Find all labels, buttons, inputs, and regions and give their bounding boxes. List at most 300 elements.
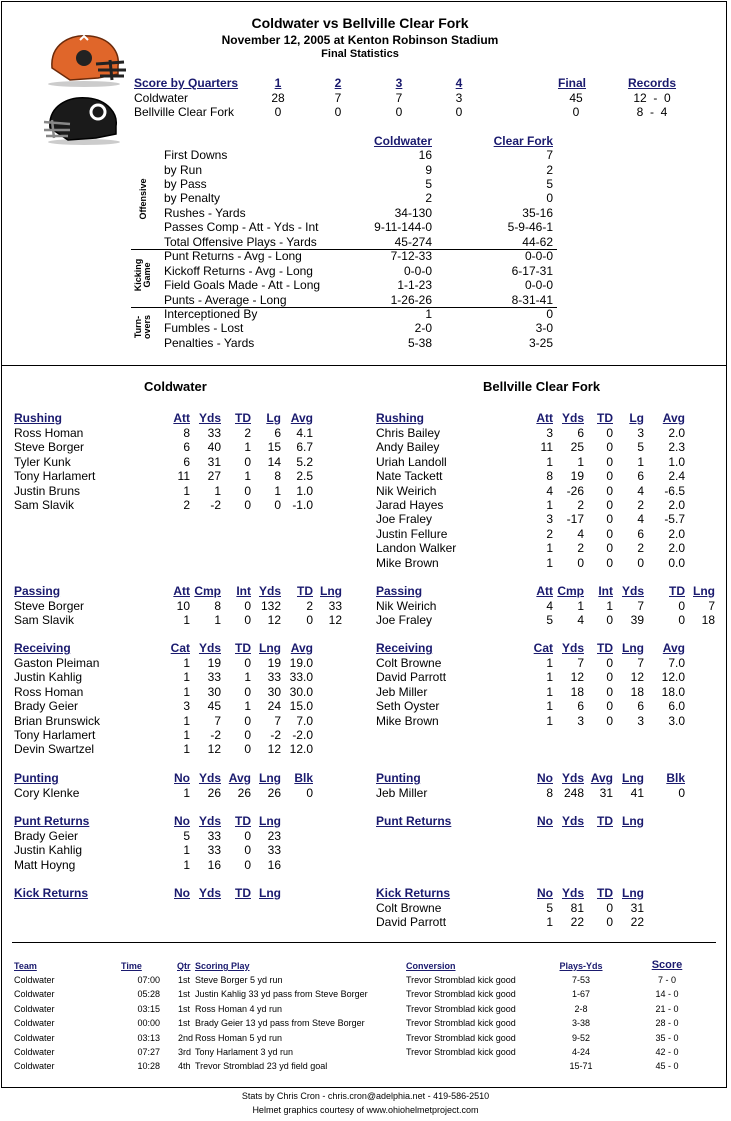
stat-value: 33	[207, 843, 221, 858]
player-name: Brian Brunswick	[14, 713, 101, 728]
scoring-plays-yds: 4-24	[571, 1047, 590, 1057]
coldwater-stat-value: 1	[425, 307, 432, 321]
coldwater-stat-value: 1-26-26	[390, 293, 432, 307]
clearfork-stat-value: 0	[546, 191, 553, 205]
stat-value: 1	[183, 483, 190, 498]
stat-value: 2	[183, 498, 190, 512]
passing-col-header: Int	[598, 584, 613, 598]
receiving-header: Receiving	[14, 641, 71, 655]
q4-header: 4	[455, 76, 463, 90]
stat-value: 0	[244, 599, 251, 613]
punt-returns-col-header: TD	[597, 814, 613, 828]
punt-returns-col-header: Yds	[561, 814, 584, 828]
stat-value: 0	[606, 512, 613, 527]
passing-col-header: Lng	[693, 584, 715, 598]
stat-value: 0	[274, 498, 281, 512]
stat-value: 0	[244, 829, 251, 843]
team-stat-label: Punt Returns - Avg - Long	[164, 249, 302, 263]
scoring-score: 35 - 0	[655, 1032, 679, 1043]
stat-value: 7	[577, 656, 584, 670]
q2-header: 2	[334, 76, 342, 90]
scoring-play-header: Scoring Play	[195, 961, 250, 971]
stat-value: 1	[546, 915, 553, 930]
rushing-col-header: Att	[536, 411, 553, 425]
stat-value: 33	[207, 670, 221, 685]
stat-value: 26	[237, 786, 251, 800]
punting-col-header: No	[174, 771, 190, 785]
stat-value: 5	[546, 901, 553, 915]
player-name: Mike Brown	[376, 713, 439, 728]
stat-value: 132	[260, 599, 281, 613]
scoring-play: Trevor Stromblad 23 yd field goal	[195, 1061, 328, 1072]
punting-col-header: Blk	[666, 771, 685, 785]
stat-value: 1	[183, 843, 190, 858]
scoring-qtr: 1st	[178, 1018, 191, 1029]
stat-value: 1	[183, 857, 190, 872]
kick-returns-col-header: Lng	[622, 886, 644, 900]
team-stat-label: Passes Comp - Att - Yds - Int	[164, 220, 319, 234]
stat-value: 31	[207, 454, 221, 469]
stat-value: 8	[274, 469, 281, 484]
stat-value: 14	[267, 454, 281, 469]
scoring-divider	[12, 942, 716, 943]
receiving-col-header: Avg	[662, 641, 685, 655]
player-name: Jeb Miller	[376, 786, 428, 800]
player-name: Brady Geier	[14, 829, 79, 843]
stat-value: 12	[207, 742, 221, 757]
stat-value: 3	[546, 512, 553, 527]
punt-returns-col-header: Yds	[198, 814, 221, 828]
scoring-conversion: Trevor Stromblad kick good	[406, 1003, 516, 1014]
stat-value: 1	[577, 599, 584, 613]
kick-returns-col-header: TD	[597, 886, 613, 900]
scoring-play: Ross Homan 4 yd run	[195, 1003, 283, 1014]
player-name: Cory Klenke	[14, 786, 80, 800]
stat-value: 1	[546, 656, 553, 670]
stat-value: 15	[267, 440, 281, 455]
stat-value: 0	[244, 857, 251, 872]
stat-value: 39	[630, 613, 644, 628]
stat-value: 2	[577, 541, 584, 556]
rushing-header: Rushing	[376, 411, 424, 425]
scoring-score: 14 - 0	[655, 989, 679, 1000]
stat-value: -2	[270, 728, 281, 742]
kick-returns-col-header: Yds	[561, 886, 584, 900]
scoring-plays-yds: 3-38	[571, 1018, 590, 1029]
player-name: David Parrott	[376, 670, 447, 685]
stat-value: 4	[637, 483, 644, 498]
stat-value: -26	[566, 483, 584, 498]
scoring-plays-yds: 15-71	[569, 1061, 593, 1072]
stat-value: 22	[570, 915, 584, 930]
stat-value: 248	[563, 786, 584, 800]
stat-value: 6	[637, 699, 644, 714]
player-name: Sam Slavik	[14, 613, 75, 628]
stat-value: 1	[546, 454, 553, 469]
stat-value: 0	[606, 555, 613, 570]
stat-value: 2	[637, 541, 644, 556]
right-team-title: Bellville Clear Fork	[483, 379, 601, 394]
passing-col-header: Cmp	[194, 584, 221, 598]
stat-value: 0	[606, 526, 613, 541]
player-name: Brady Geier	[14, 699, 79, 714]
scoring-qtr: 1st	[178, 975, 191, 985]
stat-value: 0	[244, 684, 251, 699]
stat-value: 7	[637, 656, 644, 670]
scoring-time: 07:00	[137, 975, 160, 985]
stat-value: 23	[267, 829, 281, 843]
scoring-qtr-header: Qtr	[177, 961, 191, 971]
receiving-col-header: Lng	[622, 641, 644, 655]
punting-col-header: Lng	[622, 771, 644, 785]
stat-value: -2.0	[292, 728, 313, 742]
score-team-name: Coldwater	[134, 91, 189, 105]
stat-value: 6	[274, 426, 281, 440]
scoring-score: 21 - 0	[655, 1003, 679, 1014]
stat-value: 1	[546, 684, 553, 699]
coldwater-stat-value: 34-130	[394, 206, 432, 220]
stat-value: 6	[183, 454, 190, 469]
scoring-team: Coldwater	[14, 989, 55, 1000]
scoring-conversion-header: Conversion	[406, 961, 456, 971]
player-name: Nik Weirich	[376, 599, 437, 613]
stat-value: 0	[606, 454, 613, 469]
punting-col-header: Yds	[561, 771, 584, 785]
divider	[131, 307, 557, 308]
player-name: Tony Harlamert	[14, 469, 96, 484]
passing-col-header: Lng	[320, 584, 342, 598]
stat-value: 0	[606, 670, 613, 685]
receiving-col-header: Lng	[259, 641, 281, 655]
receiving-col-header: TD	[235, 641, 251, 655]
stat-value: 2.0	[668, 426, 685, 440]
receiving-col-header: Yds	[561, 641, 584, 655]
rushing-col-header: Yds	[198, 411, 221, 425]
rushing-col-header: Att	[173, 411, 190, 425]
final-header: Final	[557, 76, 586, 90]
stat-value: 18	[701, 613, 715, 628]
left-team-title: Coldwater	[144, 379, 207, 394]
punting-header: Punting	[376, 771, 421, 785]
team-stat-label: First Downs	[164, 148, 228, 162]
stat-value: 1	[183, 670, 190, 685]
stat-value: 0	[606, 613, 613, 628]
stat-value: 12.0	[661, 670, 685, 685]
score-q1: 0	[274, 105, 282, 119]
player-name: Tony Harlamert	[14, 728, 96, 742]
player-name: Sam Slavik	[14, 498, 75, 512]
team-stat-label: Rushes - Yards	[164, 206, 246, 220]
passing-col-header: Att	[536, 584, 553, 598]
stat-value: 33	[207, 829, 221, 843]
passing-header: Passing	[376, 584, 423, 598]
stat-value: 41	[630, 786, 644, 800]
score-q2: 0	[334, 105, 342, 119]
punt-returns-col-header: No	[537, 814, 553, 828]
scoring-time: 03:13	[137, 1032, 160, 1043]
scoring-team: Coldwater	[14, 1003, 55, 1014]
stat-value: 3.0	[668, 713, 685, 728]
stat-value: 1	[244, 670, 251, 685]
receiving-col-header: Avg	[290, 641, 313, 655]
scoring-plays-yds: 2-8	[574, 1003, 588, 1014]
stat-value: -1.0	[292, 498, 313, 512]
scoring-team: Coldwater	[14, 1061, 55, 1072]
score-q4: 3	[455, 91, 463, 105]
stat-value: 2	[577, 498, 584, 512]
stat-value: 7	[637, 599, 644, 613]
team-stat-label: Punts - Average - Long	[164, 293, 287, 307]
stat-value: 18	[630, 684, 644, 699]
stat-value: 1	[606, 599, 613, 613]
stat-value: -6.5	[664, 483, 685, 498]
stat-value: 1	[244, 440, 251, 455]
stat-value: 0	[244, 483, 251, 498]
clearfork-stat-value: 8-31-41	[511, 293, 553, 307]
stat-value: 0	[244, 454, 251, 469]
clearfork-stat-value: 3-25	[528, 336, 553, 350]
stat-value: 0	[244, 728, 251, 742]
stat-value: 33.0	[289, 670, 313, 685]
stat-value: 2.0	[668, 498, 685, 512]
stat-value: 1	[183, 613, 190, 628]
player-name: Landon Walker	[376, 541, 457, 556]
stat-value: 11	[177, 469, 190, 484]
stat-value: 8	[546, 786, 553, 800]
stat-value: 8	[214, 599, 221, 613]
receiving-col-header: Cat	[533, 641, 553, 655]
stat-value: 1	[183, 728, 190, 742]
stat-value: 12	[570, 670, 584, 685]
stat-value: 12	[328, 613, 342, 628]
records-header: Records	[627, 76, 677, 90]
stat-value: 22	[630, 915, 644, 930]
punt-returns-col-header: No	[174, 814, 190, 828]
stat-value: 0	[606, 541, 613, 556]
player-name: Andy Bailey	[376, 440, 440, 455]
scoring-qtr: 4th	[178, 1061, 191, 1072]
scoring-time: 00:00	[137, 1018, 160, 1029]
score-q3: 7	[395, 91, 403, 105]
clearfork-stat-value: 0-0-0	[524, 249, 553, 263]
stat-value: -2	[210, 728, 221, 742]
player-name: Justin Kahlig	[14, 843, 83, 858]
passing-col-header: Int	[236, 584, 251, 598]
receiving-col-header: Cat	[170, 641, 190, 655]
punting-col-header: Blk	[294, 771, 313, 785]
stat-value: 0	[244, 613, 251, 628]
coldwater-stat-value: 9-11-144-0	[374, 220, 432, 234]
stat-value: 4.1	[296, 426, 313, 440]
stat-value: 26	[207, 786, 221, 800]
clearfork-stat-value: 0-0-0	[524, 278, 553, 292]
stat-value: 0	[306, 613, 313, 628]
player-name: Devin Swartzel	[14, 742, 95, 757]
stat-value: 2.4	[668, 469, 685, 484]
clearfork-stat-value: 2	[546, 163, 553, 177]
offensive-group-label: Offensive	[138, 178, 148, 220]
stat-value: 31	[630, 901, 644, 915]
stat-value: 0	[577, 555, 584, 570]
stat-value: 6	[183, 440, 190, 455]
punt-returns-col-header: TD	[235, 814, 251, 828]
clearfork-stat-value: 5	[546, 177, 553, 191]
stat-value: 0	[244, 713, 251, 728]
stat-value: 24	[267, 699, 281, 714]
stat-value: 0	[244, 742, 251, 757]
kick-returns-header: Kick Returns	[14, 886, 89, 900]
kick-returns-col-header: No	[174, 886, 190, 900]
player-name: Colt Browne	[376, 901, 442, 915]
player-name: Steve Borger	[14, 440, 85, 455]
punting-col-header: Yds	[198, 771, 221, 785]
team-stat-label: Field Goals Made - Att - Long	[164, 278, 321, 292]
stat-value: 4	[546, 483, 553, 498]
stat-value: 2.0	[668, 526, 685, 541]
scoring-score: 28 - 0	[655, 1018, 679, 1029]
coldwater-stat-value: 7-12-33	[390, 249, 432, 263]
receiving-col-header: Yds	[198, 641, 221, 655]
stat-value: 19	[570, 469, 584, 484]
stat-value: 1	[183, 742, 190, 757]
score-q1: 28	[271, 91, 285, 105]
scoring-play: Justin Kahlig 33 yd pass from Steve Borger	[195, 989, 368, 1000]
scoring-plays-yds: 1-67	[571, 989, 590, 1000]
punting-col-header: Avg	[590, 771, 613, 785]
stat-value: 45	[207, 699, 221, 714]
player-name: Justin Bruns	[14, 483, 81, 498]
scoring-score: 45 - 0	[655, 1061, 679, 1072]
stat-value: 0	[606, 440, 613, 455]
kick-returns-col-header: TD	[235, 886, 251, 900]
stat-value: 2	[306, 599, 313, 613]
stat-value: 5	[637, 440, 644, 455]
stat-value: 31	[599, 786, 613, 800]
scoring-conversion: Trevor Stromblad kick good	[406, 1018, 516, 1029]
team-stat-label: by Pass	[164, 177, 207, 191]
punt-returns-col-header: Lng	[622, 814, 644, 828]
stat-value: 2	[546, 526, 553, 541]
scoring-conversion: Trevor Stromblad kick good	[406, 989, 516, 1000]
clearfork-stat-value: 3-0	[535, 321, 553, 335]
footer-stats-credit: Stats by Chris Cron - chris.cron@adelphia.net - 419-586-2510	[241, 1091, 490, 1101]
clearfork-stat-value: 0	[546, 307, 553, 321]
stat-value: 26	[267, 786, 281, 800]
score-by-quarters-label: Score by Quarters	[134, 76, 239, 90]
stat-value: 0	[606, 469, 613, 484]
rushing-header: Rushing	[14, 411, 62, 425]
punt-returns-header: Punt Returns	[376, 814, 452, 828]
team-stat-label: by Run	[164, 163, 203, 177]
stat-value: 1	[546, 555, 553, 570]
player-name: Nate Tackett	[376, 469, 443, 484]
player-name: Justin Fellure	[376, 526, 448, 541]
stat-value: 0	[244, 498, 251, 512]
stat-value: 0.0	[668, 555, 685, 570]
stat-value: 3	[637, 713, 644, 728]
player-name: Nik Weirich	[376, 483, 437, 498]
stat-value: 33	[328, 599, 342, 613]
scoring-play: Ross Homan 5 yd run	[195, 1032, 283, 1043]
scoring-plays-yds-header: Plays-Yds	[559, 961, 603, 971]
punt-returns-header: Punt Returns	[14, 814, 90, 828]
stat-value: 2.0	[668, 541, 685, 556]
clearfork-stat-value: 6-17-31	[511, 264, 553, 278]
stat-value: 12.0	[289, 742, 313, 757]
score-final: 45	[569, 91, 583, 105]
punting-col-header: Lng	[259, 771, 281, 785]
team-stat-label: by Penalty	[164, 191, 221, 205]
receiving-header: Receiving	[376, 641, 433, 655]
stat-value: 30.0	[289, 684, 313, 699]
final-statistics-label: Final Statistics	[321, 48, 399, 60]
clearfork-stat-value: 7	[546, 148, 553, 162]
coldwater-stat-value: 9	[425, 163, 432, 177]
player-name: Joe Fraley	[376, 613, 433, 628]
stat-value: 6.0	[668, 699, 685, 714]
stat-value: 33	[267, 843, 281, 858]
stat-value: 16	[267, 857, 281, 872]
stat-value: 0	[606, 483, 613, 498]
q3-header: 3	[395, 76, 403, 90]
scoring-time-header: Time	[121, 961, 142, 971]
stat-value: 25	[570, 440, 584, 455]
scoring-plays-yds: 7-53	[571, 975, 590, 985]
clearfork-stat-value: 44-62	[522, 235, 553, 249]
stat-value: 0	[606, 713, 613, 728]
q1-header: 1	[274, 76, 282, 90]
game-subtitle: November 12, 2005 at Kenton Robinson Stadium	[221, 33, 499, 47]
stat-value: -5.7	[664, 512, 685, 527]
stat-value: 3	[183, 699, 190, 714]
stat-value: 1	[183, 713, 190, 728]
stat-value: 7	[214, 713, 221, 728]
score-record: 12 - 0	[633, 91, 671, 105]
clearfork-stat-value: 5-9-46-1	[507, 220, 553, 234]
stat-value: 12	[267, 742, 281, 757]
player-name: Joe Fraley	[376, 512, 433, 527]
scoring-team: Coldwater	[14, 1047, 55, 1057]
stat-value: 33	[207, 426, 221, 440]
scoring-time: 10:28	[137, 1061, 160, 1072]
team-stat-label: Fumbles - Lost	[164, 321, 244, 335]
player-name: Gaston Pleiman	[14, 656, 100, 670]
stat-value: 0	[606, 656, 613, 670]
scoring-time: 07:27	[137, 1047, 160, 1057]
stat-value: 1	[577, 454, 584, 469]
stat-value: 0	[606, 426, 613, 440]
scoring-score: 7 - 0	[657, 975, 676, 985]
team-stat-label: Kickoff Returns - Avg - Long	[164, 264, 313, 278]
passing-col-header: Yds	[258, 584, 281, 598]
stat-value: 1	[214, 613, 221, 628]
stat-value: 3	[637, 426, 644, 440]
stat-value: 12	[267, 613, 281, 628]
clearfork-helmet-logo	[40, 92, 128, 146]
passing-col-header: TD	[297, 584, 313, 598]
scoring-play: Steve Borger 5 yd run	[195, 975, 283, 985]
coldwater-stat-value: 2	[425, 191, 432, 205]
stat-value: 0	[244, 656, 251, 670]
receiving-col-header: TD	[597, 641, 613, 655]
stat-value: 2	[244, 426, 251, 440]
stat-value: 0	[606, 684, 613, 699]
rushing-col-header: TD	[235, 411, 251, 425]
stat-value: 5	[183, 829, 190, 843]
stat-value: 18.0	[661, 684, 685, 699]
rushing-col-header: Yds	[561, 411, 584, 425]
stat-value: 1	[183, 786, 190, 800]
